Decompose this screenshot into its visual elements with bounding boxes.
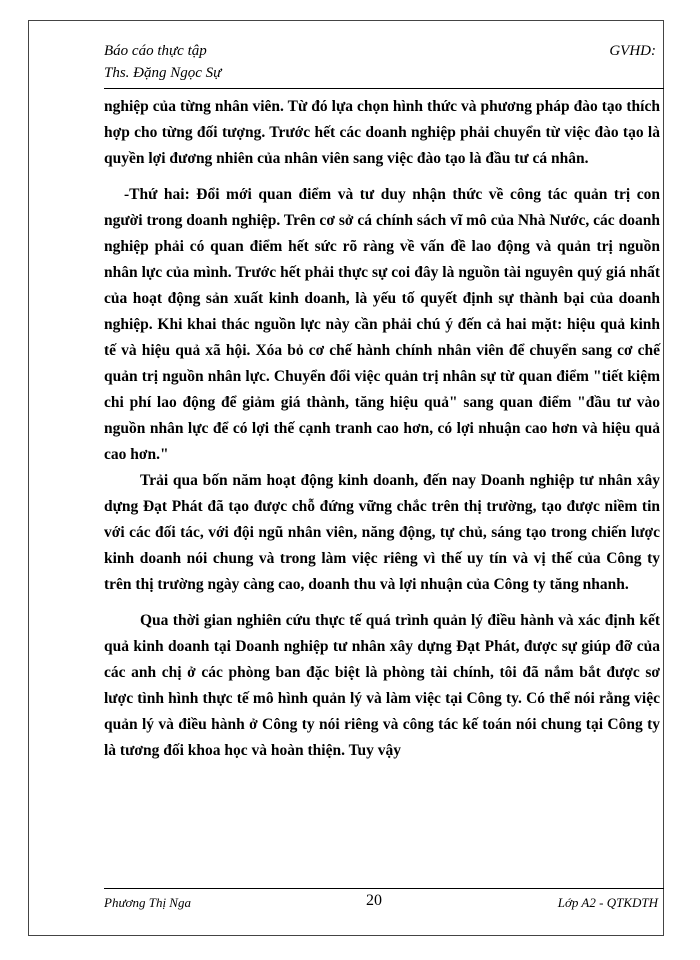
paragraph-continuation: nghiệp của từng nhân viên. Từ đó lựa chọn hình thức và phương pháp đào tạo thích hợp cho từng đối tượng. Trước hết các doanh nghiệp phải chuyển từ việc đào tạo là quyền lợi đương nhiên của nhân viên sang việc đào tạo là đầu tư cá nhân. <box>104 98 660 167</box>
paragraph-research-summary: Qua thời gian nghiên cứu thực tế quá trình quản lý điều hành và xác định kết quả kinh doanh tại Doanh nghiệp tư nhân xây dựng Đạt Phát, được sự giúp đỡ của các anh chị ở các phòng ban đặc biệt là phòng tài chính, tôi đã nắm bắt được sơ lược tình hình thực tế mô hình quản lý và làm việc tại Công ty. Có thể nói rằng việc quản lý và điều hành ở Công ty nói riêng và công tác kế toán nói chung tại Công ty là tương đối khoa học và hoàn thiện. Tuy vậy <box>104 612 660 759</box>
paragraph-second-point: -Thứ hai: Đổi mới quan điểm và tư duy nhận thức về công tác quản trị con người trong doanh nghiệp. Trên cơ sở cá chính sách vĩ mô của Nhà Nước, các doanh nghiệp phải có quan điểm hết sức rõ ràng về vấn đề lao động và quản trị nguồn nhân lực của mình. Trước hết phải thực sự coi đây là nguồn tài nguyên quý giá nhất của hoạt động sản xuất kinh doanh, là yếu tố quyết định sự thành bại của doanh nghiệp. Khi khai thác nguồn lực này cần phải chú ý đến cả hai mặt: hiệu quả kinh tế và hiệu quả xã hội. Xóa bỏ cơ chế hành chính nhân viên để chuyển sang cơ chế quản trị nguồn nhân lực. Chuyển đổi việc quản trị nhân sự từ quan điểm "tiết kiệm chi phí lao động để giảm giá thành, tăng hiệu quả" sang quan điểm "đầu tư vào nguồn nhân lực để có lợi thế cạnh tranh cao hơn, có lợi nhuận cao hơn và hiệu quả cao hơn." <box>104 186 660 463</box>
page-header <box>104 38 664 89</box>
supervisor-name: Ths. Đặng Ngọc Sự <box>104 65 222 81</box>
page-footer <box>104 888 664 919</box>
page-number: 20 <box>366 892 382 909</box>
report-title: Báo cáo thực tập <box>104 43 207 59</box>
paragraph-company-growth: Trải qua bốn năm hoạt động kinh doanh, đến nay Doanh nghiệp tư nhân xây dựng Đạt Phát đã tạo được chỗ đứng vững chắc trên thị trường, tạo được niềm tin với các đối tác, với đội ngũ nhân viên, năng động, tự chủ, sáng tạo trong chiến lược kinh doanh nói chung và trong làm việc riêng vì thế uy tín và vị thế của Công ty trên thị trường ngày càng cao, doanh thu và lợi nhuận của Công ty tăng nhanh. <box>104 472 660 593</box>
footer-class: Lớp A2 - QTKDTH <box>557 895 658 910</box>
supervisor-label: GVHD: <box>609 43 656 59</box>
footer-author: Phương Thị Nga <box>104 895 191 910</box>
document-body <box>104 94 660 764</box>
